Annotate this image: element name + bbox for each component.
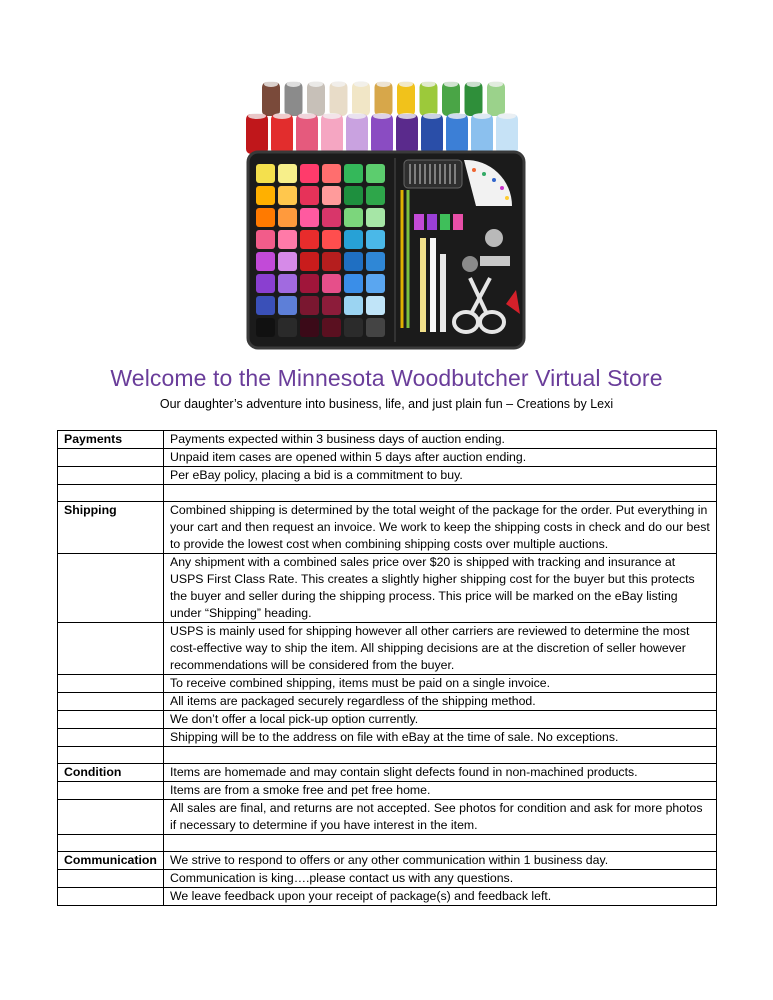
policy-text: Communication is king….please contact us with any questions.	[164, 870, 717, 888]
case-thread-spool	[300, 208, 319, 227]
section-label-empty	[58, 449, 164, 467]
table-row	[58, 675, 717, 693]
thread-spool	[271, 114, 293, 154]
case-thread-spool	[344, 208, 363, 227]
case-thread-spool	[278, 164, 297, 183]
policy-text: All sales are final, and returns are not accepted. See photos for condition and ask for more photos if necessary to determine if you have interest in the item.	[164, 800, 717, 835]
spacer-cell	[58, 835, 164, 852]
table-row	[58, 467, 717, 485]
policy-text: Unpaid item cases are opened within 5 days after auction ending.	[164, 449, 717, 467]
policy-text: Per eBay policy, placing a bid is a commitment to buy.	[164, 467, 717, 485]
spool-cap	[298, 113, 316, 119]
policy-text: Items are from a smoke free and pet free home.	[164, 782, 717, 800]
policy-text: We strive to respond to offers or any other communication within 1 business day.	[164, 852, 717, 870]
case-thread-spool	[322, 186, 341, 205]
thread-spool	[262, 82, 280, 116]
case-thread-spool	[344, 296, 363, 315]
case-thread-spool	[344, 252, 363, 271]
case-thread-spool	[256, 296, 275, 315]
section-label: Communication	[58, 852, 164, 870]
spool-cap	[354, 81, 368, 87]
thread-spool	[330, 82, 348, 116]
spacer-cell	[164, 835, 717, 852]
thread-spools-bottom-row	[246, 113, 518, 154]
spacer-cell	[58, 485, 164, 502]
table-row	[58, 693, 717, 711]
section-label-empty	[58, 711, 164, 729]
section-label: Payments	[58, 431, 164, 449]
case-thread-spool	[300, 296, 319, 315]
section-label: Shipping	[58, 502, 164, 554]
table-row	[58, 623, 717, 675]
policy-text: We don’t offer a local pick-up option currently.	[164, 711, 717, 729]
thread-spool	[471, 114, 493, 154]
case-thread-spool	[278, 208, 297, 227]
thread-spool	[420, 82, 438, 116]
store-policy-table	[57, 430, 717, 906]
table-row	[58, 782, 717, 800]
spool-cap	[489, 81, 503, 87]
section-label-empty	[58, 554, 164, 623]
policy-text: All items are packaged securely regardless of the shipping method.	[164, 693, 717, 711]
section-label-empty	[58, 675, 164, 693]
thread-spool	[397, 82, 415, 116]
spool-cap	[287, 81, 301, 87]
thread-spool	[307, 82, 325, 116]
policy-text: Items are homemade and may contain slight defects found in non-machined products.	[164, 764, 717, 782]
thread-spool	[352, 82, 370, 116]
case-thread-spool	[322, 274, 341, 293]
case-thread-spool	[322, 318, 341, 337]
spool-cap	[348, 113, 366, 119]
case-thread-spool	[366, 208, 385, 227]
case-thread-spool	[300, 252, 319, 271]
spool-cap	[399, 81, 413, 87]
case-thread-spool	[322, 296, 341, 315]
case-thread-spool	[344, 318, 363, 337]
table-row	[58, 764, 717, 782]
case-thread-spool	[256, 230, 275, 249]
table-row	[58, 852, 717, 870]
spool-cap	[467, 81, 481, 87]
case-thread-spool	[366, 296, 385, 315]
case-thread-spool	[256, 252, 275, 271]
section-label-empty	[58, 623, 164, 675]
spool-cap	[309, 81, 323, 87]
thread-spool	[375, 82, 393, 116]
table-row	[58, 554, 717, 623]
case-thread-spool	[366, 252, 385, 271]
spool-cap	[323, 113, 341, 119]
needle-case	[404, 160, 462, 188]
case-thread-spool	[322, 252, 341, 271]
spool-cap	[377, 81, 391, 87]
policy-text: Payments expected within 3 business days of auction ending.	[164, 431, 717, 449]
case-thread-spool	[278, 318, 297, 337]
case-thread-spool	[366, 230, 385, 249]
section-label-empty	[58, 729, 164, 747]
spacer-row	[58, 485, 717, 502]
case-thread-spool	[366, 318, 385, 337]
thread-spool	[496, 114, 518, 154]
case-thread-spool	[344, 274, 363, 293]
section-label-empty	[58, 782, 164, 800]
case-thread-spool	[300, 186, 319, 205]
case-thread-spool	[278, 296, 297, 315]
spool-cap	[273, 113, 291, 119]
thread-spool	[346, 114, 368, 154]
table-row	[58, 870, 717, 888]
page-subtitle: Our daughter’s adventure into business, life, and just plain fun – Creations by Lexi	[159, 397, 614, 411]
thread-spool	[487, 82, 505, 116]
spool-cap	[373, 113, 391, 119]
section-label-empty	[58, 693, 164, 711]
thread-spool	[285, 82, 303, 116]
spool-cap	[473, 113, 491, 119]
case-thread-spool	[344, 230, 363, 249]
spool-cap	[444, 81, 458, 87]
spool-cap	[423, 113, 441, 119]
spool-cap	[248, 113, 266, 119]
case-thread-spool	[366, 164, 385, 183]
case-thread-spool	[278, 186, 297, 205]
case-thread-spool	[300, 274, 319, 293]
table-row	[58, 888, 717, 906]
spacer-row	[58, 835, 717, 852]
policy-text: To receive combined shipping, items must be paid on a single invoice.	[164, 675, 717, 693]
spool-cap	[398, 113, 416, 119]
spool-cap	[264, 81, 278, 87]
thread-spools-top-row	[262, 81, 505, 116]
thread-spool	[321, 114, 343, 154]
policy-text: Combined shipping is determined by the total weight of the package for the order. Put everything in your cart and then request an invoice. We work to keep the shipping costs in check and do our best to provide the lowest cost when combining shipping costs over multiple auctions.	[164, 502, 717, 554]
spool-cap	[422, 81, 436, 87]
thread-spool	[371, 114, 393, 154]
table-row	[58, 800, 717, 835]
case-thread-spool	[322, 208, 341, 227]
case-thread-spool	[322, 164, 341, 183]
policy-text: USPS is mainly used for shipping however all other carriers are reviewed to determine the most cost-effective way to ship the item. All shipping decisions are at the discretion of seller however recommendations will be considered from the buyer.	[164, 623, 717, 675]
table-row	[58, 431, 717, 449]
section-label-empty	[58, 800, 164, 835]
case-thread-spool	[300, 318, 319, 337]
case-thread-spool	[344, 186, 363, 205]
section-label-empty	[58, 870, 164, 888]
policy-text: Shipping will be to the address on file with eBay at the time of sale. No exceptions.	[164, 729, 717, 747]
section-label: Condition	[58, 764, 164, 782]
case-thread-spool	[366, 186, 385, 205]
section-label-empty	[58, 467, 164, 485]
policy-text: We leave feedback upon your receipt of package(s) and feedback left.	[164, 888, 717, 906]
thread-spool	[446, 114, 468, 154]
table-row	[58, 502, 717, 554]
spool-cap	[448, 113, 466, 119]
spool-cap	[498, 113, 516, 119]
case-thread-spool	[256, 164, 275, 183]
thread-spool	[442, 82, 460, 116]
thread-spool	[246, 114, 268, 154]
policy-text: Any shipment with a combined sales price over $20 is shipped with tracking and insurance at USPS First Class Rate. This creates a slightly higher shipping cost for the buyer but this protects the buyer and seller during the shipping process. This price will be marked on the eBay listing under “Shipping” heading.	[164, 554, 717, 623]
thread-spool	[396, 114, 418, 154]
spool-cap	[332, 81, 346, 87]
page-title: Welcome to the Minnesota Woodbutcher Virtual Store	[110, 365, 663, 391]
case-thread-spool	[322, 230, 341, 249]
case-thread-spool	[256, 274, 275, 293]
case-thread-spool	[300, 230, 319, 249]
thread-spool	[421, 114, 443, 154]
section-label-empty	[58, 888, 164, 906]
case-thread-spool	[278, 274, 297, 293]
case-thread-spool	[278, 252, 297, 271]
thread-spool	[296, 114, 318, 154]
sewing-kit-image	[244, 78, 530, 358]
case-thread-spool	[278, 230, 297, 249]
case-thread-spool	[300, 164, 319, 183]
case-thread-spool	[256, 208, 275, 227]
spacer-row	[58, 747, 717, 764]
spacer-cell	[58, 747, 164, 764]
case-thread-spool	[256, 318, 275, 337]
thread-spool	[465, 82, 483, 116]
spacer-cell	[164, 485, 717, 502]
spacer-cell	[164, 747, 717, 764]
case-thread-spool	[256, 186, 275, 205]
table-row	[58, 449, 717, 467]
case-thread-spool	[344, 164, 363, 183]
case-thread-spool	[366, 274, 385, 293]
table-row	[58, 711, 717, 729]
table-row	[58, 729, 717, 747]
